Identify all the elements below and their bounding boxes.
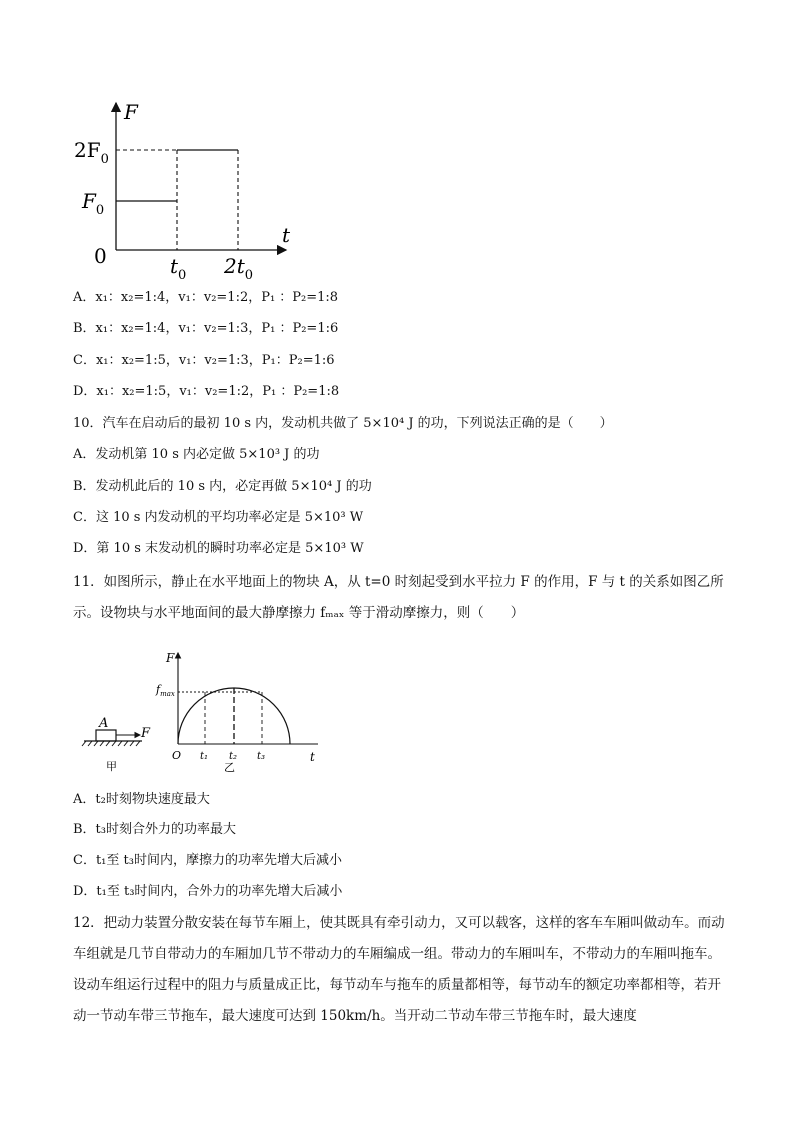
t1-label: t₁ xyxy=(200,751,209,762)
q10-option-b: B．发动机此后的 10 s 内，必定再做 5×10⁴ J 的功 xyxy=(73,479,372,494)
tick-t0: $t_0$ xyxy=(170,254,187,283)
q11-figure xyxy=(80,645,330,775)
q10-option-c: C．这 10 s 内发动机的平均功率必定是 5×10³ W xyxy=(73,510,364,525)
fmax-label: $f_{max}$ xyxy=(156,683,175,698)
q9-option-a: A．x₁：x₂=1:4，v₁：v₂=1:2，P₁ ：P₂=1:8 xyxy=(73,290,339,305)
graph2-y-label: F xyxy=(166,651,175,665)
q9-option-d: D．x₁：x₂=1:5，v₁：v₂=1:2，P₁ ：P₂=1:8 xyxy=(73,384,340,399)
tick-2t0: $2t_0$ xyxy=(224,254,254,283)
graph1-y-label: F xyxy=(124,100,138,124)
t2-label: t₂ xyxy=(229,751,238,762)
q11-option-d: D．t₁至 t₃时间内，合外力的功率先增大后减小 xyxy=(73,884,343,899)
q10-stem: 10．汽车在启动后的最初 10 s 内，发动机共做了 5×10⁴ J 的功，下列说法正确的是（ ） xyxy=(73,416,613,431)
yi-caption: 乙 xyxy=(224,761,235,774)
tick-2f0: $2F_0$ xyxy=(74,138,109,167)
ground-hatch xyxy=(82,741,140,746)
force-label: F xyxy=(141,726,151,741)
q10-option-d: D．第 10 s 末发动机的瞬时功率必定是 5×10³ W xyxy=(73,541,364,556)
q11-option-c: C．t₁至 t₃时间内，摩擦力的功率先增大后减小 xyxy=(73,853,342,868)
graph1-x-label: t xyxy=(282,223,291,247)
t3-label: t₃ xyxy=(257,751,266,762)
graph2-x-label: t xyxy=(310,750,315,764)
q11-option-a: A．t₂时刻物块速度最大 xyxy=(73,792,210,807)
graph2-origin: O xyxy=(172,749,182,762)
jia-caption: 甲 xyxy=(106,760,117,773)
q11-option-b: B．t₃时刻合外力的功率最大 xyxy=(73,822,236,837)
q9-option-b: B．x₁：x₂=1:4，v₁：v₂=1:3，P₁ ：P₂=1:6 xyxy=(73,321,339,336)
tick-f0: $F_0$ xyxy=(82,189,105,218)
force-time-graph xyxy=(60,95,310,285)
q12-text: 12．把动力装置分散安装在每节车厢上，使其既具有牵引动力，又可以载客，这样的客车车厢叫做动车。而动车组就是几节自带动力的车厢加几节不带动力的车厢编成一组。带动力的车厢叫车，不带动力的车厢叫拖车。设动车组运行过程中的阻力与质量成正比，每节动车与拖车的质量都相等，每节动车的额定功率都相等，若开动一节动车带三节拖车，最大速度可达到 150km/h。当开动二节动车带三节拖车时，最大速度 xyxy=(73,915,725,1024)
q11-stem: 11．如图所示，静止在水平地面上的物块 A，从 t=0 时刻起受到水平拉力 F 的作用，F 与 t 的关系如图乙所示。设物块与水平地面间的最大静摩擦力 fₘₐₓ 等于滑动摩擦力，则（ ） xyxy=(73,574,724,621)
block-label: A xyxy=(99,716,109,731)
q9-option-c: C．x₁：x₂=1:5，v₁：v₂=1:3，P₁：P₂=1:6 xyxy=(73,353,335,368)
block-a xyxy=(96,730,116,741)
graph1-origin: 0 xyxy=(94,244,107,268)
q10-option-a: A．发动机第 10 s 内必定做 5×10³ J 的功 xyxy=(73,447,320,462)
